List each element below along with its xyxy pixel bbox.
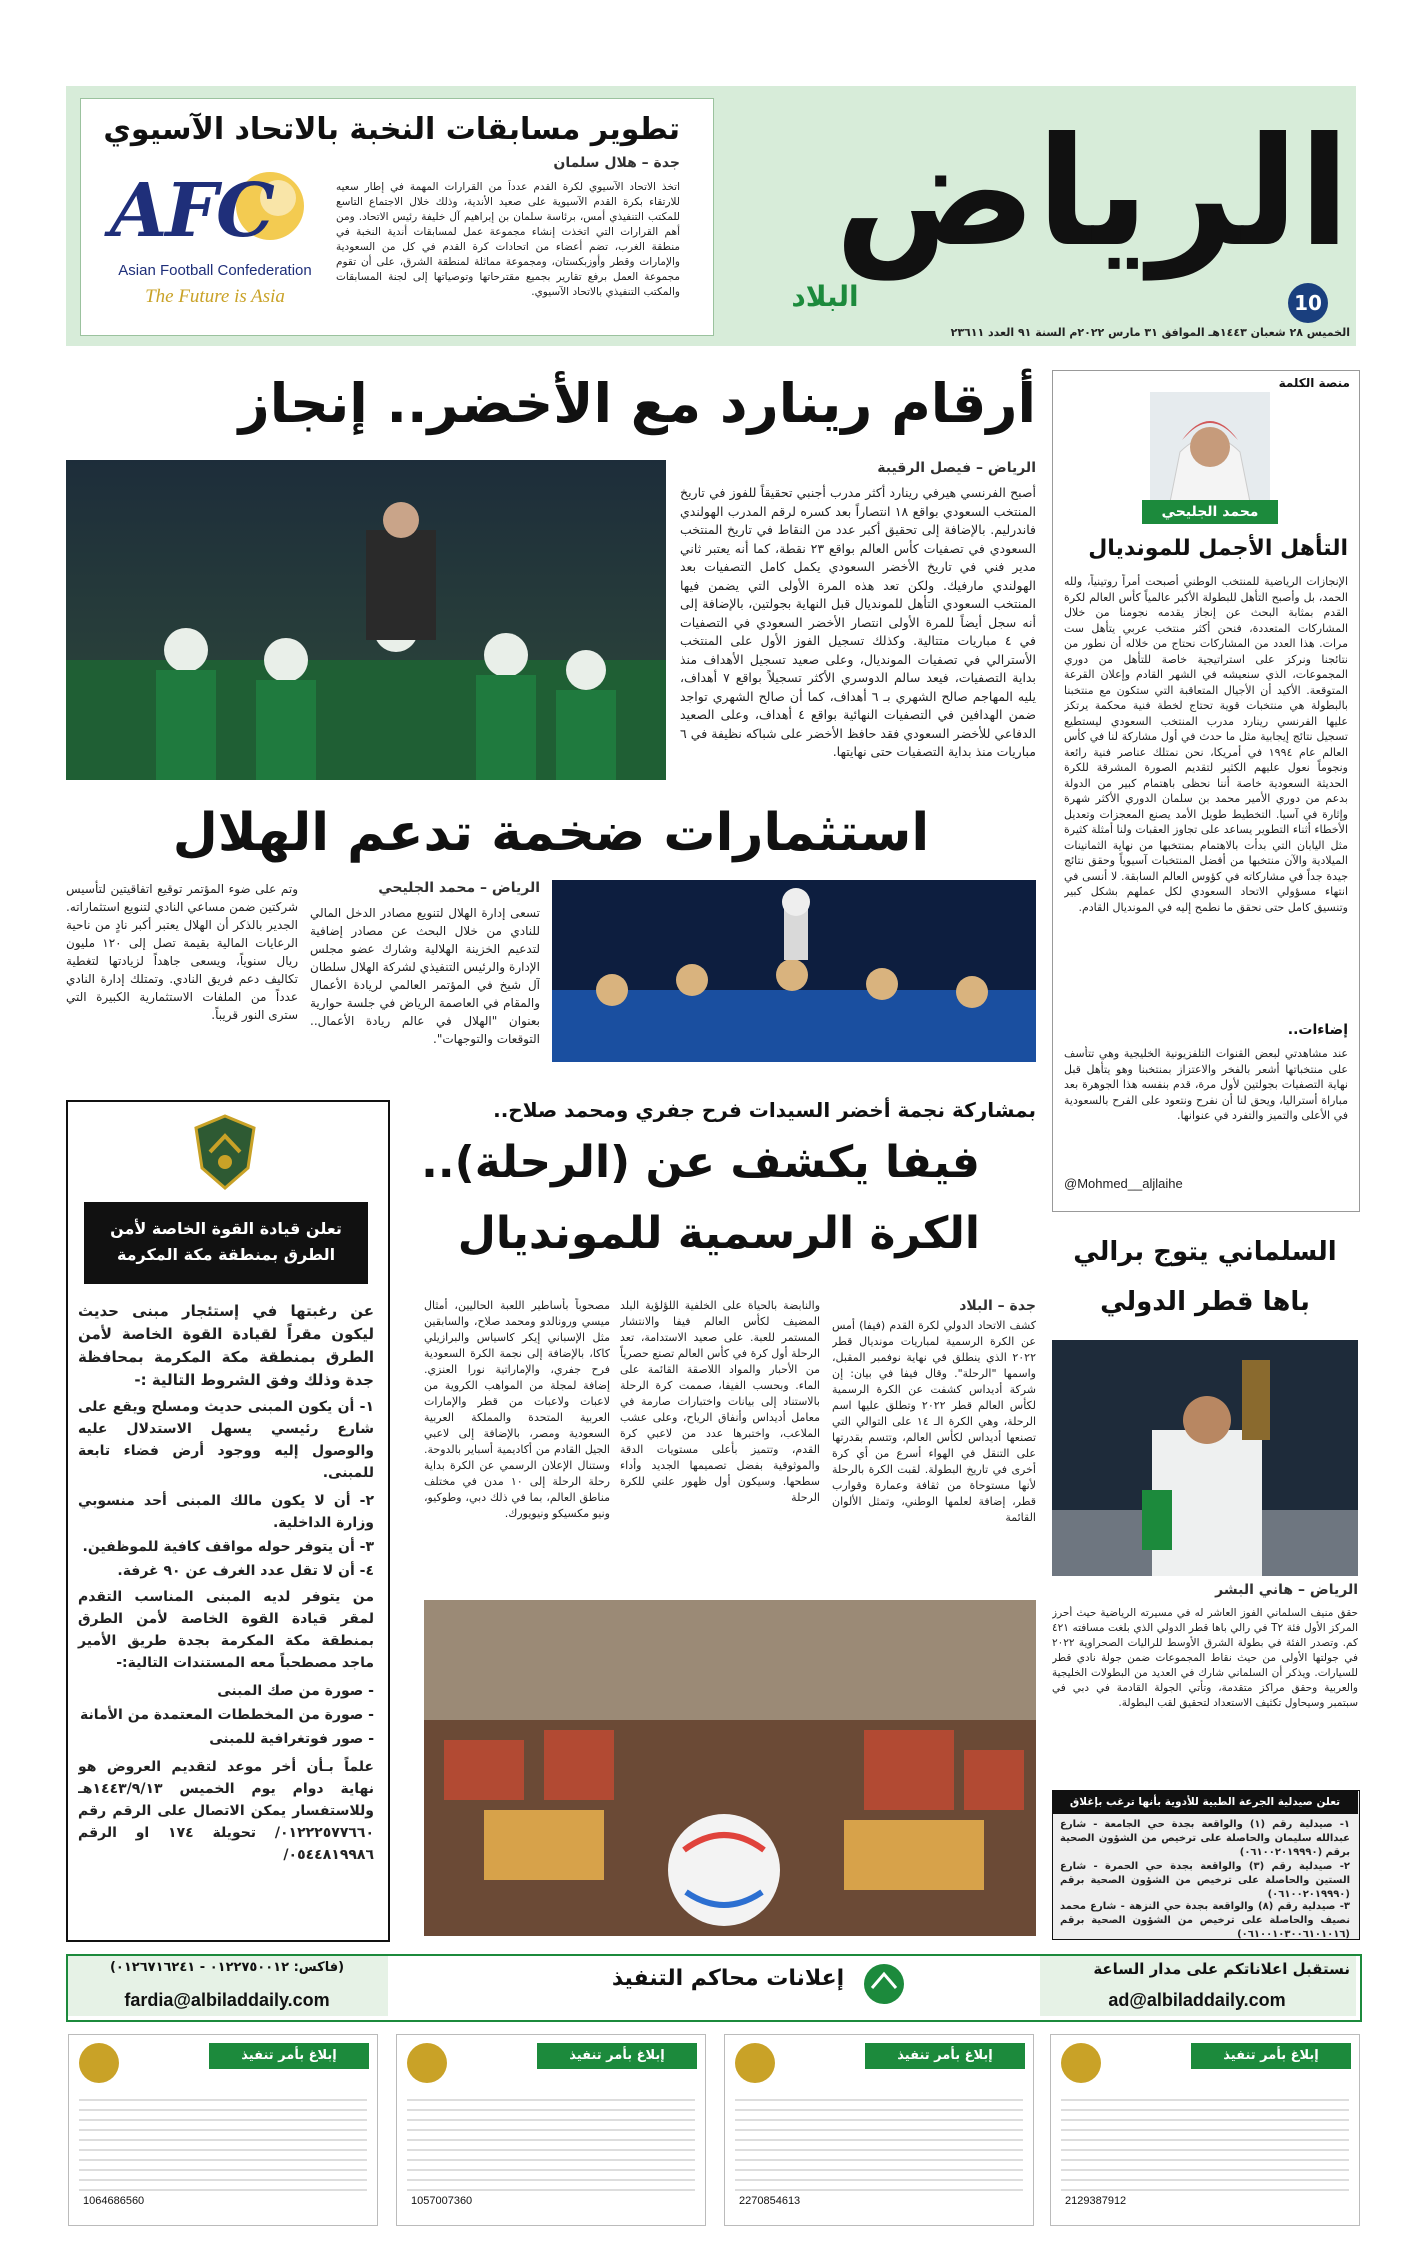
- salmani-headline2: باها قطر الدولي: [1100, 1287, 1310, 1317]
- ads-left-text: (فاكس: ٠١٢٢٧٥٠٠١٢ - ٠١٢٦٧١٦٢٤١): [109, 1960, 345, 1975]
- afc-logo-text: AFC: [110, 168, 273, 254]
- page-number: 10: [1288, 283, 1328, 323]
- hilal-photo: [552, 880, 1036, 1062]
- exec-notice-number: 1064686560: [83, 2195, 145, 2207]
- fifa-photo: [424, 1600, 1036, 1936]
- notice-lines: [407, 2091, 695, 2191]
- pharmacy-item-3: ٣- صيدلية رقم (٨) والواقعة بجدة حي النزهة - شارع محمد نصيف والحاصلة على ترخيص من الشؤون الصحية برقم (٠٦١٠٠١٠٣٠٠٦١٠١٠١٦): [1060, 1901, 1351, 1940]
- fifa-byline: جدة – البلاد: [959, 1298, 1036, 1314]
- afc-headline: تطوير مسابقات النخبة بالاتحاد الآسيوي: [103, 112, 680, 147]
- dateline: الخميس ٢٨ شعبان ١٤٤٣هـ الموافق ٣١ مارس ٢٠٢٢م السنة ٩١ العدد ٢٣٦١١: [950, 326, 1350, 339]
- renard-headline: أرقام رينارد مع الأخضر.. إنجاز: [238, 372, 1036, 435]
- ads-right-text: نستقبل اعلاناتكم على مدار الساعة: [1093, 1960, 1350, 1978]
- notice-emblem-icon: [79, 2043, 119, 2083]
- column-subhead: إضاءات..: [1287, 1022, 1348, 1038]
- afc-logo-tagline: The Future is Asia: [145, 286, 285, 307]
- pharmacy-title: تعلن صيدلية الجرعة الطبية للأدوية بأنها ترغب بإغلاق: [1052, 1790, 1358, 1814]
- fifa-kicker: بمشاركة نجمة أخضر السيدات فرح جفري ومحمد صلاح..: [493, 1098, 1036, 1122]
- gov-doc-2: - صورة من المخططات المعتمدة من الأمانة: [79, 1707, 374, 1723]
- gov-condition-2: ٢- أن لا يكون مالك المبنى أحد منسوبي وزارة الداخلية.: [78, 1493, 374, 1531]
- exec-notice-number: 1057007360: [411, 2195, 473, 2207]
- exec-notice-title: إبلاغ بأمر تنفيذ: [865, 2043, 1025, 2069]
- gov-emblem-icon: [190, 1112, 260, 1192]
- exec-notice-1: [1050, 2034, 1360, 2226]
- court-emblem-icon: [862, 1962, 906, 2006]
- salmani-body: حقق منيف السلماني الفوز العاشر له في مسيرته الرياضية حيث أحرز المركز الأول فئة T٢ في رالي باها قطر الدولي الذي بلغت مسافته ٤٢١ كم. وتصدر الفئة في بطولة الشرق الأوسط للراليات الصحراوية ٢٠٢٢ في جولتها الأولى من حيث نقاط المجموعات ضمن جولة نادي قطر للسيارات. ويذكر أن السلماني شارك في العديد من البطولات الخليجية والعربية وحقق مراكز متقدمة، وتأتي الجولة القادمة في دبي في سبتمبر وسيحاول تكثيف الاستعداد لتحقيق لقب البطولة.: [1052, 1607, 1358, 1709]
- notice-lines: [735, 2091, 1023, 2191]
- gov-doc-3: - صور فوتغرافية للمبنى: [209, 1731, 374, 1747]
- afc-byline: جدة – هلال سلمان: [553, 155, 680, 171]
- salmani-photo: [1052, 1340, 1358, 1576]
- pharmacy-item-1: ١- صيدلية رقم (١) والواقعة بجدة حي الجامعة - شارع عبدالله سليمان والحاصلة على ترخيص من الشؤون الصحية برقم (٠٦١٠٠٢٠١٩٩٩٠): [1060, 1819, 1351, 1858]
- notice-emblem-icon: [735, 2043, 775, 2083]
- fifa-col3: مصحوباً بأساطير اللعبة الحاليين، أمثال ميسي ورونالدو ومحمد صلاح، والسابقين مثل الإسباني إيكر كاسياس والبرازيلي كاكا، بالإضافة إلى نجمة الكرة السعودية فرح جفري، والإماراتية نورا العنزي. إضافة لمجلة من المواهب الكروية من لاعبات ولاعبات من قطر والإمارات العربية المتحدة والمملكة العربية السعودية ومصر، بالإضافة إلى لاعبي الجيل القادم من أكاديمية أسباير بالدوحة. وستنال الإعلان الرسمي عن الكرة بداية رحلة الرحلة إلى ١٠ مدن في مختلف مناطق العالم، بما في ذلك دبي، وطوكيو، ونيو مكسيكو ونيويورك.: [424, 1299, 610, 1520]
- renard-byline: الرياض – فيصل الرقيبة: [877, 460, 1036, 476]
- notice-emblem-icon: [407, 2043, 447, 2083]
- hilal-headline: استثمارات ضخمة تدعم الهلال: [172, 803, 930, 863]
- gov-condition-3: ٣- أن يتوفر حوله مواقف كافية للموظفين.: [82, 1539, 374, 1555]
- ads-center-title: إعلانات محاكم التنفيذ: [611, 1966, 845, 1991]
- hilal-byline: الرياض – محمد الجليحي: [378, 880, 540, 896]
- hilal-col2: وتم على ضوء المؤتمر توقيع اتفاقيتين لتأسيس شركتين ضمن مساعي النادي لتنويع استثماراته. الجدير بالذكر أن الهلال يعتبر أكبر نادٍ من ناحية الرعايات المالية بقيمة تصل إلى ١٢٠ مليون ريال سنوياً، ويسعى جاهداً لزيادتها لتغطية تكاليف دعم فريق النادي. وتمتلك إدارة النادي عدداً من الملفات الاستثمارية الكبيرة التي سترى النور قريباً.: [66, 882, 298, 1022]
- column-title: التأهل الأجمل للمونديال: [1088, 536, 1348, 561]
- fifa-headline2: الكرة الرسمية للمونديال: [457, 1208, 980, 1259]
- salmani-byline: الرياض – هاني البشر: [1215, 1582, 1358, 1598]
- logo-sub: البلاد: [791, 280, 859, 313]
- gov-notice-title: تعلن قيادة القوة الخاصة لأمن الطرق بمنطقة مكة المكرمة: [84, 1202, 368, 1284]
- ads-left-email[interactable]: fardia@albiladdaily.com: [124, 1990, 330, 2010]
- gov-condition-1: ١- أن يكون المبنى حديث ومسلح ويقع على شارع رئيسي يسهل الاستدلال عليه والوصول إليه ووجود أرض فضاء تابعة للمبنى.: [78, 1399, 374, 1481]
- ads-right-email[interactable]: ad@albiladdaily.com: [1108, 1990, 1286, 2010]
- exec-notice-2: [724, 2034, 1034, 2226]
- exec-notice-title: إبلاغ بأمر تنفيذ: [1191, 2043, 1351, 2069]
- exec-notice-title: إبلاغ بأمر تنفيذ: [537, 2043, 697, 2069]
- afc-logo: [100, 158, 330, 328]
- exec-notice-number: 2129387912: [1065, 2195, 1127, 2207]
- exec-notice-4: [68, 2034, 378, 2226]
- gov-notice-body2: من يتوفر لديه المبنى المناسب التقدم لمقر قيادة القوة الخاصة لأمن الطرق بمنطقة مكة المكرمة بجدة طريق الأمير ماجد مصطحباً معه المستندات التالية:-: [78, 1589, 374, 1671]
- author-photo: [1150, 392, 1270, 502]
- fifa-col1: كشف الاتحاد الدولي لكرة القدم (فيفا) أمس عن الكرة الرسمية لمباريات مونديال قطر ٢٠٢٢ الذي ينطلق في نهاية نوفمبر المقبل، واسمها "الرحلة". وقال فيفا في بيان: إن شركة أديداس كشفت عن الكرة الرسمية لكأس العالم قطر ٢٠٢٢ وتطلق عليها اسم الرحلة، وهي الكرة الـ ١٤ على التوالي التي تصنعها أديداس لكأس العالم، وتتسم بقدرتها على التنقل في الهواء أسرع من أي كرة أخرى في تاريخ البطولة. لقبت الكرة بالرحلة لأنها مستوحاة من ثقافة وعمارة وقوارب قطر، إضافة لعلمها الوطني، وتمثل الألوان القائمة: [832, 1319, 1036, 1524]
- salmani-headline1: السلماني يتوج برالي: [1073, 1237, 1337, 1267]
- exec-notice-number: 2270854613: [739, 2195, 801, 2207]
- notice-emblem-icon: [1061, 2043, 1101, 2083]
- exec-notice-3: [396, 2034, 706, 2226]
- gov-notice-body: عن رغبتها في إستئجار مبنى حديث ليكون مقراً لقيادة القوة الخاصة لأمن الطرق بمنطقة مكة المكرمة بمحافظة جدة وذلك وفق الشروط التالية :-: [78, 1302, 374, 1389]
- logo-main: الرياض: [834, 106, 1350, 280]
- gov-doc-1: - صورة من صك المبنى: [217, 1683, 374, 1699]
- column-handle: @Mohmed__aljlaihe: [1064, 1176, 1183, 1191]
- fifa-col2: والنابضة بالحياة على الخلفية اللؤلؤية البلد المضيف لكأس العالم فيفا والانتشار المستمر للعبة. على صعيد الاستدامة، تعد الرحلة أول كرة في كأس العالم تصنع حصرياً من الأحبار والمواد اللاصقة القائمة على الماء. وبحسب الفيفا، صممت كرة الرحلة بالاستناد إلى بيانات واختبارات صارمة في معامل أديداس وأنفاق الرياح، وعلى عشب الملاعب، واختبرها عدد من لاعبي كرة القدم، وتتميز بأعلى مستويات الدقة والموثوقية بفضل تصميمها الجديد وأداء سطحها. وسيكون أول ظهور علني للكرة الرحلة: [620, 1299, 820, 1504]
- renard-body: أصبح الفرنسي هيرفي رينارد أكثر مدرب أجنبي تحقيقاً للفوز في تاريخ المنتخب السعودي بواقع ١٨ انتصاراً بعد كسره لرقم المدرب الهولندي فاندرليم. بالإضافة إلى تحقيق أكبر عدد من النقاط في تاريخ المنتخب السعودي في تصفيات كأس العالم بواقع ٢٣ نقطة، كما أنه يعتبر ثاني مدير فني في تاريخ الأخضر السعودي يكمل كامل التصفيات بعد الهولندي مارفيك. ولكن تعد هذه المرة الأولى التي يضمن فيها المنتخب السعودي التأهل للمونديال قبل النهاية بجولتين، بالإضافة إلى أنه سجل أيضاً للمرة الأولى انتصار الأخضر السعودي في التصفيات في ٤ مباريات متتالية. وكذلك تسجيل الفوز الأول على المنتخب الأسترالي في تصفيات المونديال، وعلى صعيد تسجيل الأهداف منذ بداية التصفيات، فيعد سالم الدوسري الأكثر تسجيلاً بواقع ٧ أهداف، يليه المهاجم صالح الشهري بـ ٦ أهداف، كما أن صالح الشهري تواجد ضمن الهدافين في التصفيات النهائية بواقع ٤ أهداف، وعلى الصعيد الدفاعي للأخضر السعودي فقد حافظ الأخضر على شباكه نظيفة في ٦ مباريات منذ بداية التصفيات حتى نهايتها.: [680, 485, 1036, 759]
- afc-body: اتخذ الاتحاد الآسيوي لكرة القدم عدداً من القرارات المهمة في إطار سعيه للارتقاء بكرة القدم الآسيوية على صعيد الأندية، وذلك خلال الاجتماع التاسع للمكتب التنفيذي أمس، برئاسة سلمان بن إبراهيم آل خليفة رئيس الاتحاد. ومن أهم القرارات التي اتخذت إنشاء مجموعة عمل لمسابقات أندية النخبة في منطقة الغرب، تضم أعضاء من اتحادات كرة القدم في كل من السعودية والإمارات وقطر وأوزبكستان، ومجموعة مماثلة لمنطقة الشرق، على أن تقوم مجموعة العمل برفع تقارير بجميع مقترحاتها وتوصياتها إلى لجنة المسابقات والمكتب التنفيذي بالاتحاد الآسيوي.: [336, 181, 680, 298]
- fifa-headline1: فيفا يكشف عن (الرحلة)..: [421, 1137, 980, 1188]
- gov-condition-4: ٤- أن لا تقل عدد الغرف عن ٩٠ غرفة.: [117, 1563, 374, 1579]
- renard-photo: [66, 460, 666, 780]
- gov-notice-footer: علماً بـأن أخر موعد لتقديم العروض هو نهاية دوام يوم الخميس ١٤٤٣/٩/١٣هـ وللاستفسار يمكن الاتصال على الرقم رقم ٠١٢٢٢٥٧٧٦٦٠/ تحويلة ١٧٤ او الرقم ٠٥٤٤٨١٩٩٨٦/: [78, 1759, 374, 1863]
- author-name: محمد الجليحي: [1142, 500, 1278, 524]
- afc-logo-caption: Asian Football Confederation: [118, 262, 312, 279]
- notice-lines: [1061, 2091, 1349, 2191]
- hilal-col1: تسعى إدارة الهلال لتنويع مصادر الدخل المالي للنادي من خلال البحث عن مصادر إضافية لتدعيم الخزينة الهلالية وشارك عضو مجلس الإدارة والرئيس التنفيذي لشركة الهلال سلطان آل شيخ في المؤتمر العالمي لريادة الأعمال والمقام في العاصمة الرياض في جلسة حوارية بعنوان "الهلال في عالم ريادة الأعمال.. التوقعات والتوجهات".: [310, 906, 540, 1046]
- exec-notice-title: إبلاغ بأمر تنفيذ: [209, 2043, 369, 2069]
- notice-lines: [79, 2091, 367, 2191]
- column-body2: عند مشاهدتي لبعض القنوات التلفزيونية الخليجية وهي تتأسف على منتخباتها أشعر بالفخر والاعتزاز بمنتخبنا وهو يتأهل قبل نهاية التصفيات بجولتين لأول مرة، قدم بنفسه هذا الجوهرة بعد مباراة أستراليا، ويحق لنا أن نفرح ونتعود على الفرح بالسعودية في الأعلى والتميز والتفرد في عنوانها.: [1064, 1047, 1348, 1122]
- pharmacy-item-2: ٢- صيدلية رقم (٣) والواقعة بجدة حي الحمرة - شارع الستين والحاصلة على ترخيص من الشؤون الصحية برقم (٠٦١٠٠٢٠١٩٩٩٠): [1060, 1861, 1350, 1900]
- column-label: منصة الكلمة: [1278, 376, 1350, 390]
- column-body: الإنجازات الرياضية للمنتخب الوطني أصبحت أمراً روتينياً، ولله الحمد، بل وأصبح التأهل للبطولة الأكبر عالمياً كأس العالم لكرة القدم بمثابة البحث عن إنجاز يقدمه نجومنا من خلال المشاركات المتعددة، فنحن أكثر منتخب عربي يتأهل ست مرات. هذا العدد من المشاركات نحتاج من خلاله أن نطور من نتائجنا ونركز على استراتيجية خاصة للتأهل من دوري المجموعات، الذي سنعيشه في الشهر القادم وإعلان القرعة المتوقعة. الأكيد أن الأجيال المتعاقبة التي ستكون مع منتخبنا بالبطولة هي منتخبات قوية تحتاج لخطة فنية محكمة يرتكز عليها الفرنسي رينارد مدرب المنتخب السعودي ليستطيع تسجيل نتائج إيجابية مثل ما حدث في أول مشاركة لنا في كأس العالم عام ١٩٩٤ في أمريكا، نحن نمتلك عناصر فنية رائعة ونجوماً نعول عليهم الكثير لتقديم الصورة المشرقة للكرة الحديثة السعودية خاصة أننا نحظى باهتمام كبير من الدولة بدعم من دوري الأمير محمد بن سلمان الدوري الأكثر شهرة وإثارة في آسيا. التخطيط طويل الأمد يصنع المعجزات وتعديل الأخطاء أثناء التطوير يساعد على تجاوز العقبات ولنا أمثلة كثيرة مثل اليابان التي بدأت بالاهتمام بمنتخبها من نهاية الثمانينات الميلادية والآن منتخبها من أفضل المنتخبات آسيوياً وحقق نتائج جيدة جداً في مشاركاته في كؤوس العالم السابقة. لا أنسى في انتهاء مسؤولي الاتحاد السعودي لكل عملهم بشكل كبير وتنسيق كامل حتى نحقق ما نطمح إليه في المونديال القادم.: [1064, 575, 1348, 914]
